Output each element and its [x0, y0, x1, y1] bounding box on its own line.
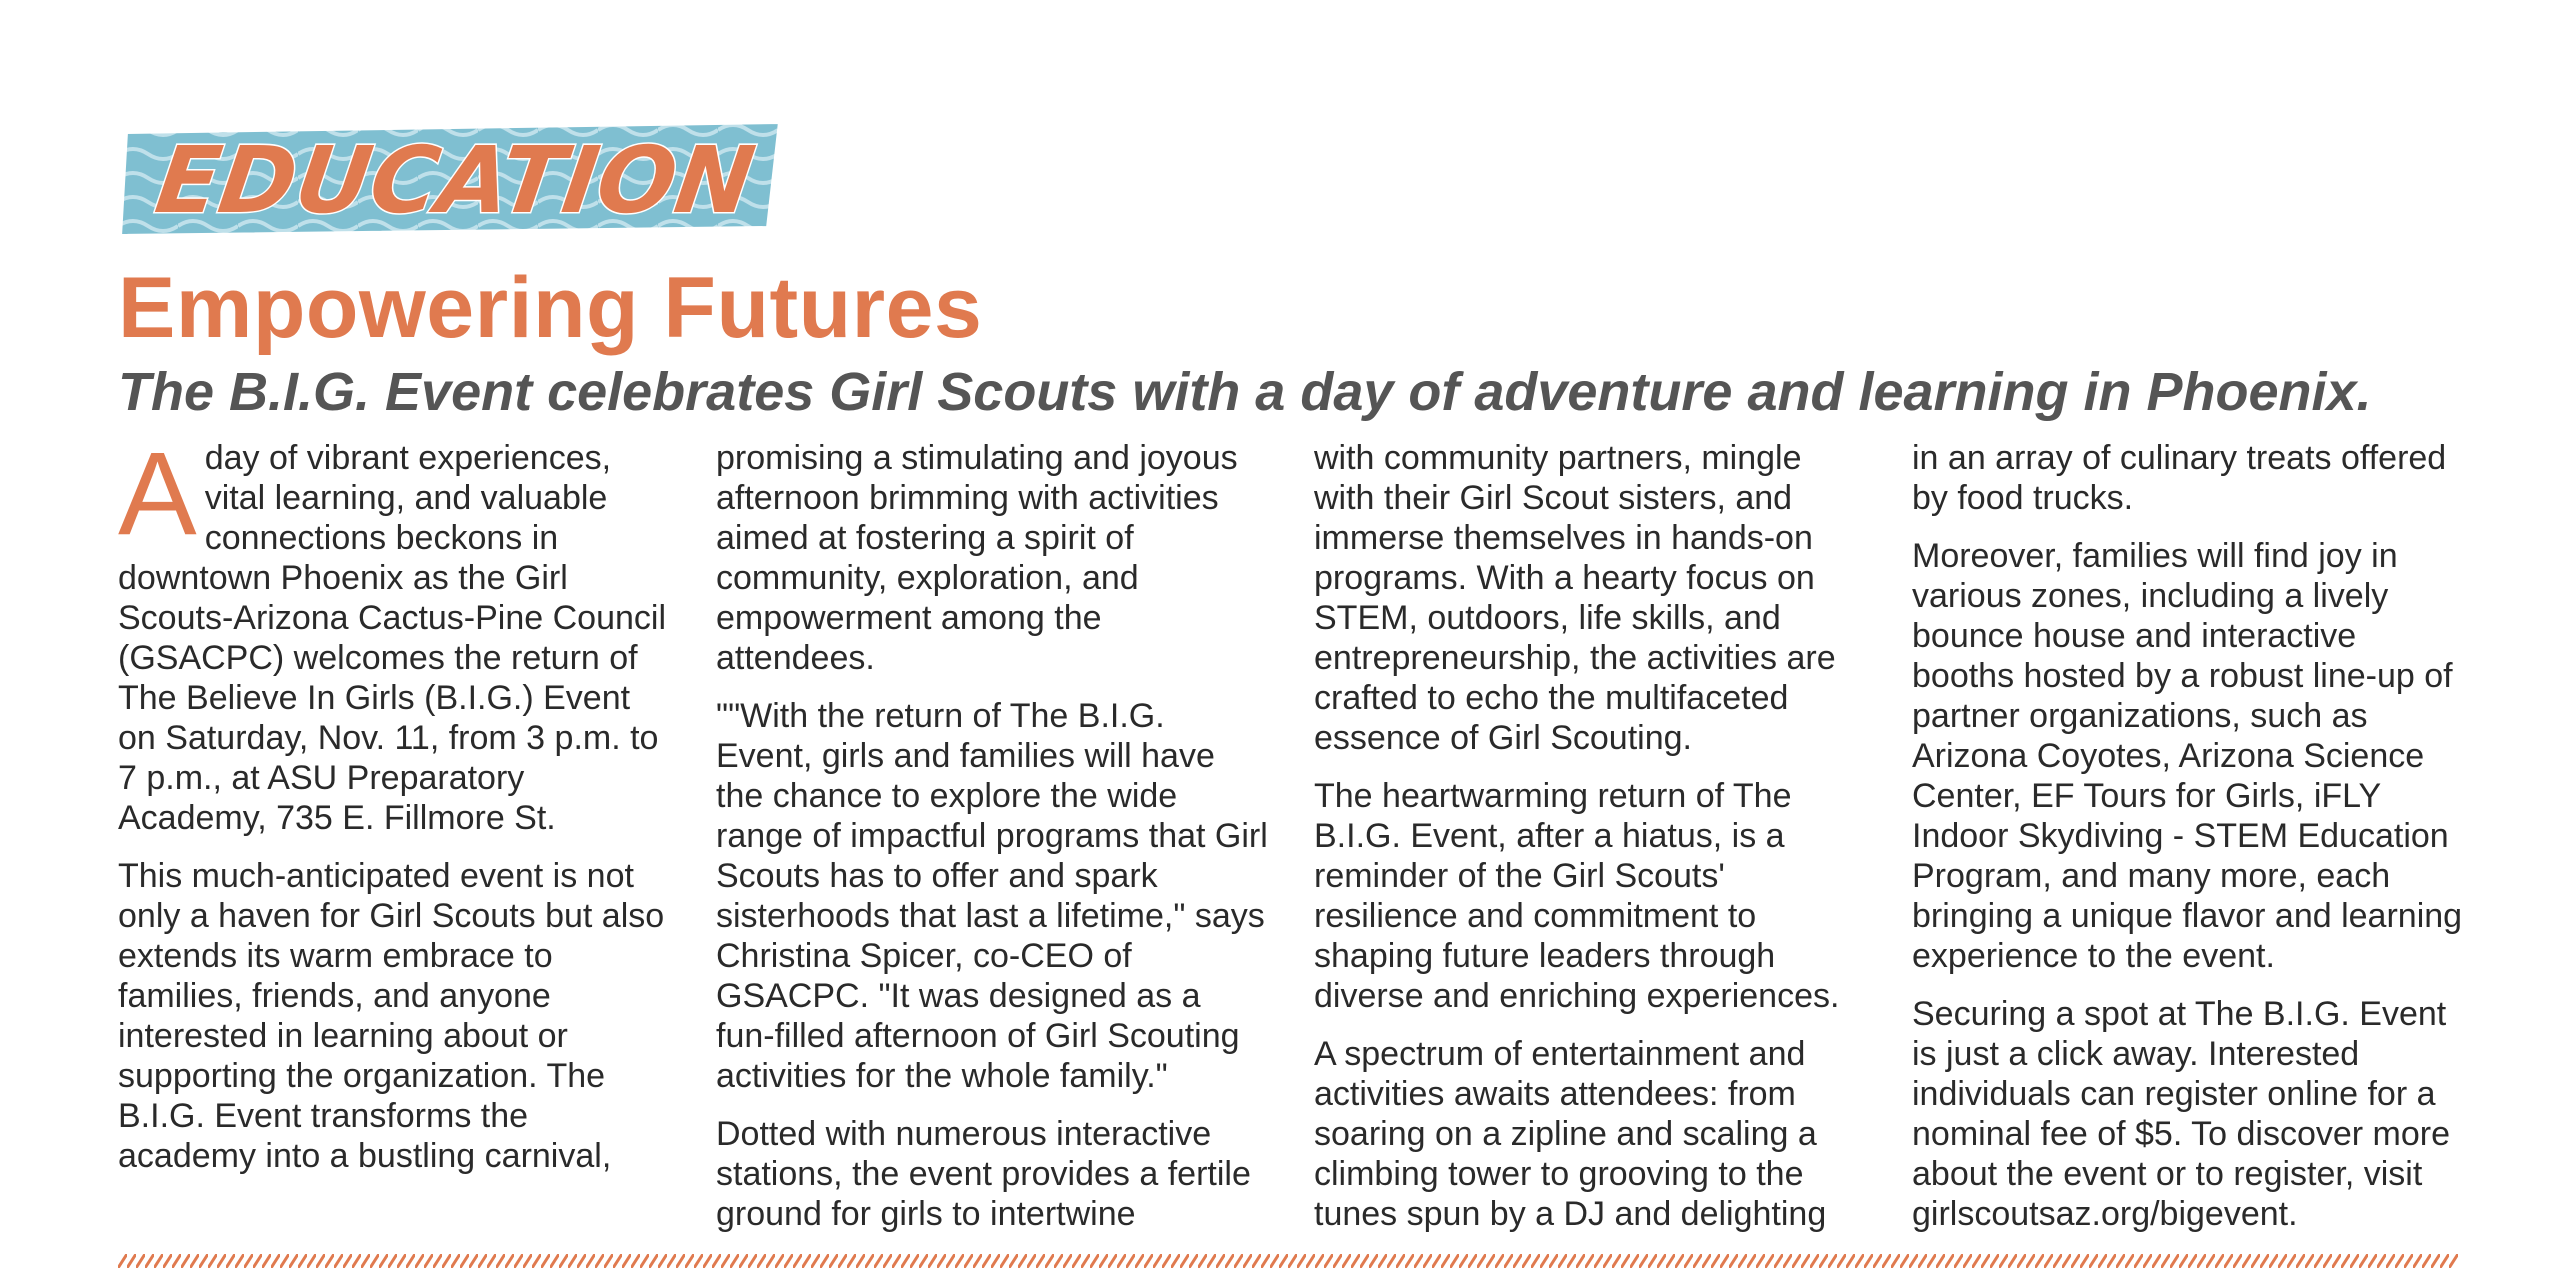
paragraph: in an array of culinary treats offered by food trucks. [1912, 439, 2447, 517]
paragraph: This much-anticipated event is not only a haven for Girl Scouts but also extends its warm embrace to families, friends, and anyone interested in learning about or supporting the organization. The B.I.G. Event transforms the academy into a bustling carnival, [118, 857, 665, 1175]
deck-subtitle: The B.I.G. Event celebrates Girl Scouts with a day of adventure and learning in Phoenix. [118, 362, 2372, 422]
paragraph: Moreover, families will find joy in various zones, including a lively bounce house and interactive booths hosted by a robust line-up of partner organizations, such as Arizona Coyotes, Arizona Science Center, EF Tours for Girls, iFLY Indoor Skydiving - STEM Education Program, and many more, each bringing a unique flavor and learning experience to the event. [1912, 537, 2463, 975]
lead-paragraph-text: day of vibrant experiences, vital learning, and valuable connections beckons in downtown Phoenix as the Girl Scouts-Arizona Cactus-Pine Council (GSACPC) welcomes the return of The Believe In Girls (B.I.G.) Event on Saturday, Nov. 11, from 3 p.m. to 7 p.m., at ASU Preparatory Academy, 735 E. Fillmore St. [118, 439, 667, 837]
closing-paragraph: Securing a spot at The B.I.G. Event is just a click away. Interested individuals can register online for a nominal fee of $5. To discover more about the event or to register, visit girlscoutsaz.org/bigevent. [1912, 995, 2450, 1233]
paragraph: The heartwarming return of The B.I.G. Event, after a hiatus, is a reminder of the Girl Scouts' resilience and commitment to shaping future leaders through diverse and enriching experiences. [1314, 777, 1840, 1015]
paragraph: with community partners, mingle with their Girl Scout sisters, and immerse themselves in hands-on programs. With a hearty focus on STEM, outdoors, life skills, and entrepreneurship, the activities are crafted to echo the multifaceted essence of Girl Scouting. [1314, 439, 1836, 757]
quote-paragraph: ""With the return of The B.I.G. Event, girls and families will have the chance to explore the wide range of impactful programs that Girl Scouts has to offer and spark sisterhoods that last a lifetime," says Christina Spicer, co-CEO of GSACPC. "It was designed as a fun-filled afternoon of Girl Scouting activities for the whole family." [716, 697, 1268, 1095]
paragraph: Dotted with numerous interactive stations, the event provides a fertile ground for girls to intertwine [716, 1115, 1251, 1233]
paragraph: A spectrum of entertainment and activities awaits attendees: from soaring on a zipline and scaling a climbing tower to grooving to the tunes spun by a DJ and delighting [1314, 1035, 1827, 1233]
hatched-divider [118, 1254, 2458, 1268]
column-4 [1912, 438, 2464, 1238]
lead-paragraph [118, 428, 670, 838]
column-1 [118, 428, 670, 1238]
headline: Empowering Futures [118, 260, 983, 356]
drop-cap: A [118, 428, 197, 560]
column-3 [1314, 438, 1866, 1238]
education-logo [118, 118, 786, 238]
article-body [118, 428, 2463, 1238]
section-label: EDUCATION [149, 126, 761, 234]
section-banner [118, 118, 786, 238]
column-2 [716, 438, 1268, 1238]
paragraph: promising a stimulating and joyous afternoon brimming with activities aimed at fostering a spirit of community, exploration, and empowerment among the attendees. [716, 439, 1238, 677]
